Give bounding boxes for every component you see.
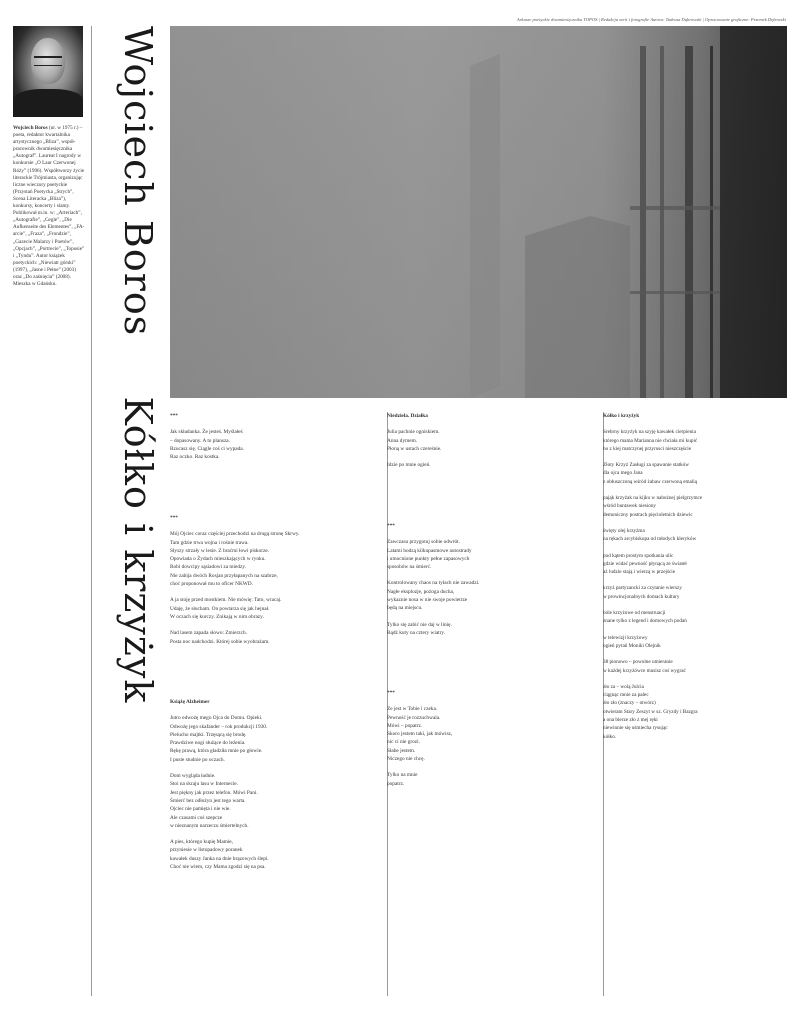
verse-line: Robi dowcipy sąsiadowi za miedzy. <box>170 564 247 571</box>
author-bio <box>13 125 86 288</box>
verse-line: bóle krzyżowe od menstruacji <box>603 610 666 617</box>
verse-line: aż ludzie stają i wierzą w przejście <box>603 569 676 576</box>
stanza <box>603 461 800 486</box>
verse-line: a ona bierze zło z mej ręki <box>603 717 658 724</box>
verse-line: W oczach się kurczy. Znikają w nim obrazy. <box>170 613 264 620</box>
stanza <box>387 579 587 612</box>
stanza <box>170 530 370 588</box>
verse-line: Płoną w ustach czereśnie. <box>387 445 442 452</box>
verse-line: Stoi na skraju lasu w Internecie. <box>170 781 238 788</box>
verse-line: Ojciec nie pamięta i nie wie. <box>170 806 231 813</box>
photo-scene <box>170 26 787 398</box>
poem-title: *** <box>387 690 395 696</box>
poem <box>170 698 370 879</box>
verse-line: Rzucasz się. Ciągle coś ci wypada. <box>170 445 244 452</box>
stanza <box>170 596 370 621</box>
poem <box>170 514 370 654</box>
verse-line: pod kątem prostym spotkania ulic <box>603 552 674 559</box>
verse-line: Pielucho majtki. Trzęsącą się brodę. <box>170 731 247 738</box>
verse-line: Złoty Krzyż Zasługi za spawanie statków <box>603 462 689 469</box>
poem-title: Kółko i krzyżyk <box>603 413 640 419</box>
verse-line: będą na miejscu. <box>387 605 423 612</box>
verse-line: przyniesie w listopadowy poranek <box>170 847 243 854</box>
verse-line: którego mama Marianna nie chciała mi kupić <box>603 437 698 444</box>
verse-line: Słyszy strzały w lesie. Z braćmi łowi piskorze. <box>170 547 269 554</box>
verse-line: Niczego nie chcę. <box>387 756 425 763</box>
verse-line: Srebrny krzyżyk na szyję kawałek cierpienia <box>603 429 696 436</box>
verse-line: Prawdziwe nogi służące do leżenia. <box>170 740 246 747</box>
poem <box>170 412 370 469</box>
vertical-author-name: Wojciech Boros <box>116 26 160 337</box>
author-bio-text: (ur. w 1975 r.) – poeta, redaktor kwartalnika artystycznego „Bliza”, współ-pracownik dwumiesięcznika „Autograf”. Laureat I nagrody w konkursie „O Laur Czerwonej Róży” (1996). Współtworzy życie literackie Trójmiasta, organizując liczne wieczory poetyckie (Przystań Poetycka „Strych”, Scena Literacka „Bliza”), konkursy, koncerty i slamy. Publikował m.in. w: „Arteriach”, „Autografie”, „Cegle”, „Die Aufkenseite des Elementes”, „FA-arcie”, „Fraza”, „Frondzie”, „Gazecie Malarzy i Poetów”, „Opcjach”, „Portrecie”, „Toposie” i „Tyndu”. Autor książek poetyckich: „Niewiatr górski” (1997), „Jasne i Pełne” (2003) oraz „Do zaśnięcia” (2008). Mieszka w Gdańsku. <box>13 125 85 288</box>
verse-line: choć proponował mu to oficer NKWD. <box>170 581 253 588</box>
verse-line: A pies, którego kupię Mamie, <box>170 839 233 846</box>
verse-line: Nie zabija dwóch Rosjan przyłapanych na szabrze, <box>170 572 278 579</box>
verse-line: popatrz. <box>387 780 405 787</box>
verse-line: Latami bodzą kilkupasmowe autostrady <box>387 547 472 554</box>
stanza <box>603 609 800 626</box>
stanza <box>387 771 587 788</box>
poem <box>603 412 800 749</box>
vertical-collection-title: Kółko i krzyżyk <box>116 396 160 704</box>
author-name: Wojciech Boros <box>13 125 48 131</box>
verse-line: dla ojca mego Jana <box>603 470 643 477</box>
stanza <box>387 428 587 453</box>
verse-line: wśród buntawek niesiony <box>603 503 657 510</box>
poem <box>387 522 587 645</box>
verse-line: Tylko się zabić nie daj w linię. <box>387 621 452 628</box>
poem <box>387 689 587 796</box>
verse-line: znane tylko z legend i domowych podań <box>603 618 687 625</box>
poem-title: Niedziela. Działka <box>387 413 428 419</box>
author-shoulders <box>13 89 83 117</box>
poem-title: *** <box>170 515 178 521</box>
stanza <box>603 658 800 675</box>
verse-line: gdzie widać pewność płynącą ze świateł <box>603 560 687 567</box>
author-glasses <box>34 56 62 66</box>
verse-line: w nieznanym narzeczu śmiertelnych. <box>170 822 249 829</box>
verse-line: demoniczny postrach pięcioletnich dziewic <box>603 511 693 518</box>
verse-line: Nad lasem zapada słowo: Zmierzch. <box>170 630 247 637</box>
verse-line: Mówi – popatrz. <box>387 722 423 729</box>
verse-line: otwieram Stary Zeszyt w sz. Gryzdy i Bazgra <box>603 708 698 715</box>
verse-line: – dopasowany. A to plansza. <box>170 437 230 444</box>
verse-line: Słabe jestem. <box>387 747 416 754</box>
verse-line: ciągnąc mnie za palec <box>603 692 649 699</box>
verse-line: Choć nie wiem, czy Mama zgodzi się na psa. <box>170 864 266 871</box>
verse-line: Jak składanka. Że jesteś. Myślałeś <box>170 429 243 436</box>
poem <box>387 412 587 477</box>
verse-line: w telewizji krzyżowy <box>603 634 648 641</box>
stanza <box>603 428 800 453</box>
stanza <box>170 838 370 871</box>
verse-line: Śmierć bez odłożyn jest tego warta. <box>170 797 246 804</box>
stanza <box>603 584 800 601</box>
verse-line: Posta noc nadchodzi. Której sobie wyobrażam. <box>170 638 270 645</box>
verse-line: sposobów na śmierć. <box>387 564 432 571</box>
verse-line: Dom wygląda ładnie. <box>170 773 216 780</box>
verse-line: 38 pionowo – powolne umieranie <box>603 659 673 666</box>
verse-line: w prowincjonalnych domach kultury <box>603 593 680 600</box>
verse-line: Raz oczko. Raz kostka. <box>170 454 220 461</box>
verse-line: Idzie po mnie ogień. <box>387 462 431 469</box>
poem-title: Książę Alzheimer <box>170 699 210 705</box>
verse-line: Julia pachnie ogniskiem. <box>387 429 440 436</box>
verse-line: Opowiada o Żydach mieszkających w rynku. <box>170 556 266 563</box>
verse-line: z obłuszczoną wśród żabaw czerwoną emalią <box>603 478 698 485</box>
stanza <box>603 552 800 577</box>
verse-line: Mój Ojciec coraz częściej przechodzi na drugą stronę Skrwy. <box>170 531 300 538</box>
stanza <box>170 714 370 764</box>
verse-line: A ja stoję przed mostkiem. Nie mówię: Tato, wracaj. <box>170 597 282 604</box>
stanza <box>170 428 370 461</box>
verse-line: nic ci nie grozi. <box>387 739 420 746</box>
stanza <box>387 538 587 571</box>
verse-line: Odwożę jego skafander – rok produkcji 1930. <box>170 723 268 730</box>
verse-line: Rękę prawą, która gładziła mnie po głowie. <box>170 748 263 755</box>
verse-line: Jutro odwożę mego Ojca do Domu. Opieki. <box>170 715 263 722</box>
verse-line: na rękach arcybiskupa od młodych kleryków <box>603 536 697 543</box>
verse-line: Ale czasami coś szepcze <box>170 814 223 821</box>
verse-line: Pewność je rozzuchwala. <box>387 714 441 721</box>
verse-line: Skoro jestem taki, jak mówisz, <box>387 731 453 738</box>
stanza <box>170 772 370 830</box>
verse-line: kawałek duszy Janka na dnie brązowych ślepi. <box>170 855 269 862</box>
verse-line: bo z kiej matczynej przyrosci nieszczęście <box>603 445 692 452</box>
verse-line: krzyż partyzancki za czytanie wierszy <box>603 585 682 592</box>
series-credit: Arkusze poetyckie dwumiesięcznika TOPOS | Redakcja serii i fotografie Autora: Tadeusz Dąbrowski | Opracowanie graficzne: Przemek Dębowski <box>516 17 786 22</box>
verse-line: w każdej krzyżówce musisz coś wygrać <box>603 667 686 674</box>
stanza <box>387 705 587 763</box>
verse-line: Kontrolowany chaos na tyłach nie zawadzi. <box>387 580 480 587</box>
verse-line: Tam gdzie trwa wojna i rośnie trawa. <box>170 539 249 546</box>
stanza <box>170 629 370 646</box>
stanza <box>387 621 587 638</box>
verse-line: Jest piękny jak przez telefon. Mówi Pani. <box>170 789 258 796</box>
stanza <box>603 634 800 651</box>
verse-line: wykaznie nosa w nie swoje powietrze <box>387 597 468 604</box>
verse-line: Bądź kuty na cztery wiatry. <box>387 629 446 636</box>
verse-line: I puste studnie po oczach. <box>170 756 225 763</box>
verse-line: Ze jest w Tobie i czeka. <box>387 706 438 713</box>
verse-line: niewinnie się uśmiecha rysując <box>603 725 668 732</box>
stanza <box>603 494 800 519</box>
poem-title: *** <box>170 413 178 419</box>
verse-line: zło zło (znaczy – otwórz) <box>603 700 656 707</box>
verse-line: Anna dymem. <box>387 437 418 444</box>
verse-line: Zawczasu przygotuj sobie odwrót. <box>387 539 460 546</box>
verse-line: zło za – wolą Julcia <box>603 683 644 690</box>
stanza <box>603 527 800 544</box>
vertical-title <box>100 26 160 704</box>
verse-line: Udaję, że słucham. On powtarza się jak hejnał. <box>170 605 270 612</box>
author-photo <box>13 26 83 117</box>
verse-line: ogień pytań Moniki Olejnik <box>603 642 661 649</box>
verse-line: kółko. <box>603 733 617 740</box>
stanza <box>387 461 587 469</box>
verse-line: pająk krzyżak na kijku w nabożnej pielgrzymce <box>603 495 703 502</box>
verse-line: Tylko na mnie <box>387 772 418 779</box>
verse-line: i umocnione punkty pełne zapasowych <box>387 555 470 562</box>
poem-title: *** <box>387 523 395 529</box>
hero-photo <box>170 26 787 398</box>
stanza <box>603 683 800 741</box>
divider-left <box>91 26 92 996</box>
verse-line: Nagłe eksplozje, pożoga ducha, <box>387 588 455 595</box>
verse-line: święty olej krzyżma <box>603 527 645 534</box>
